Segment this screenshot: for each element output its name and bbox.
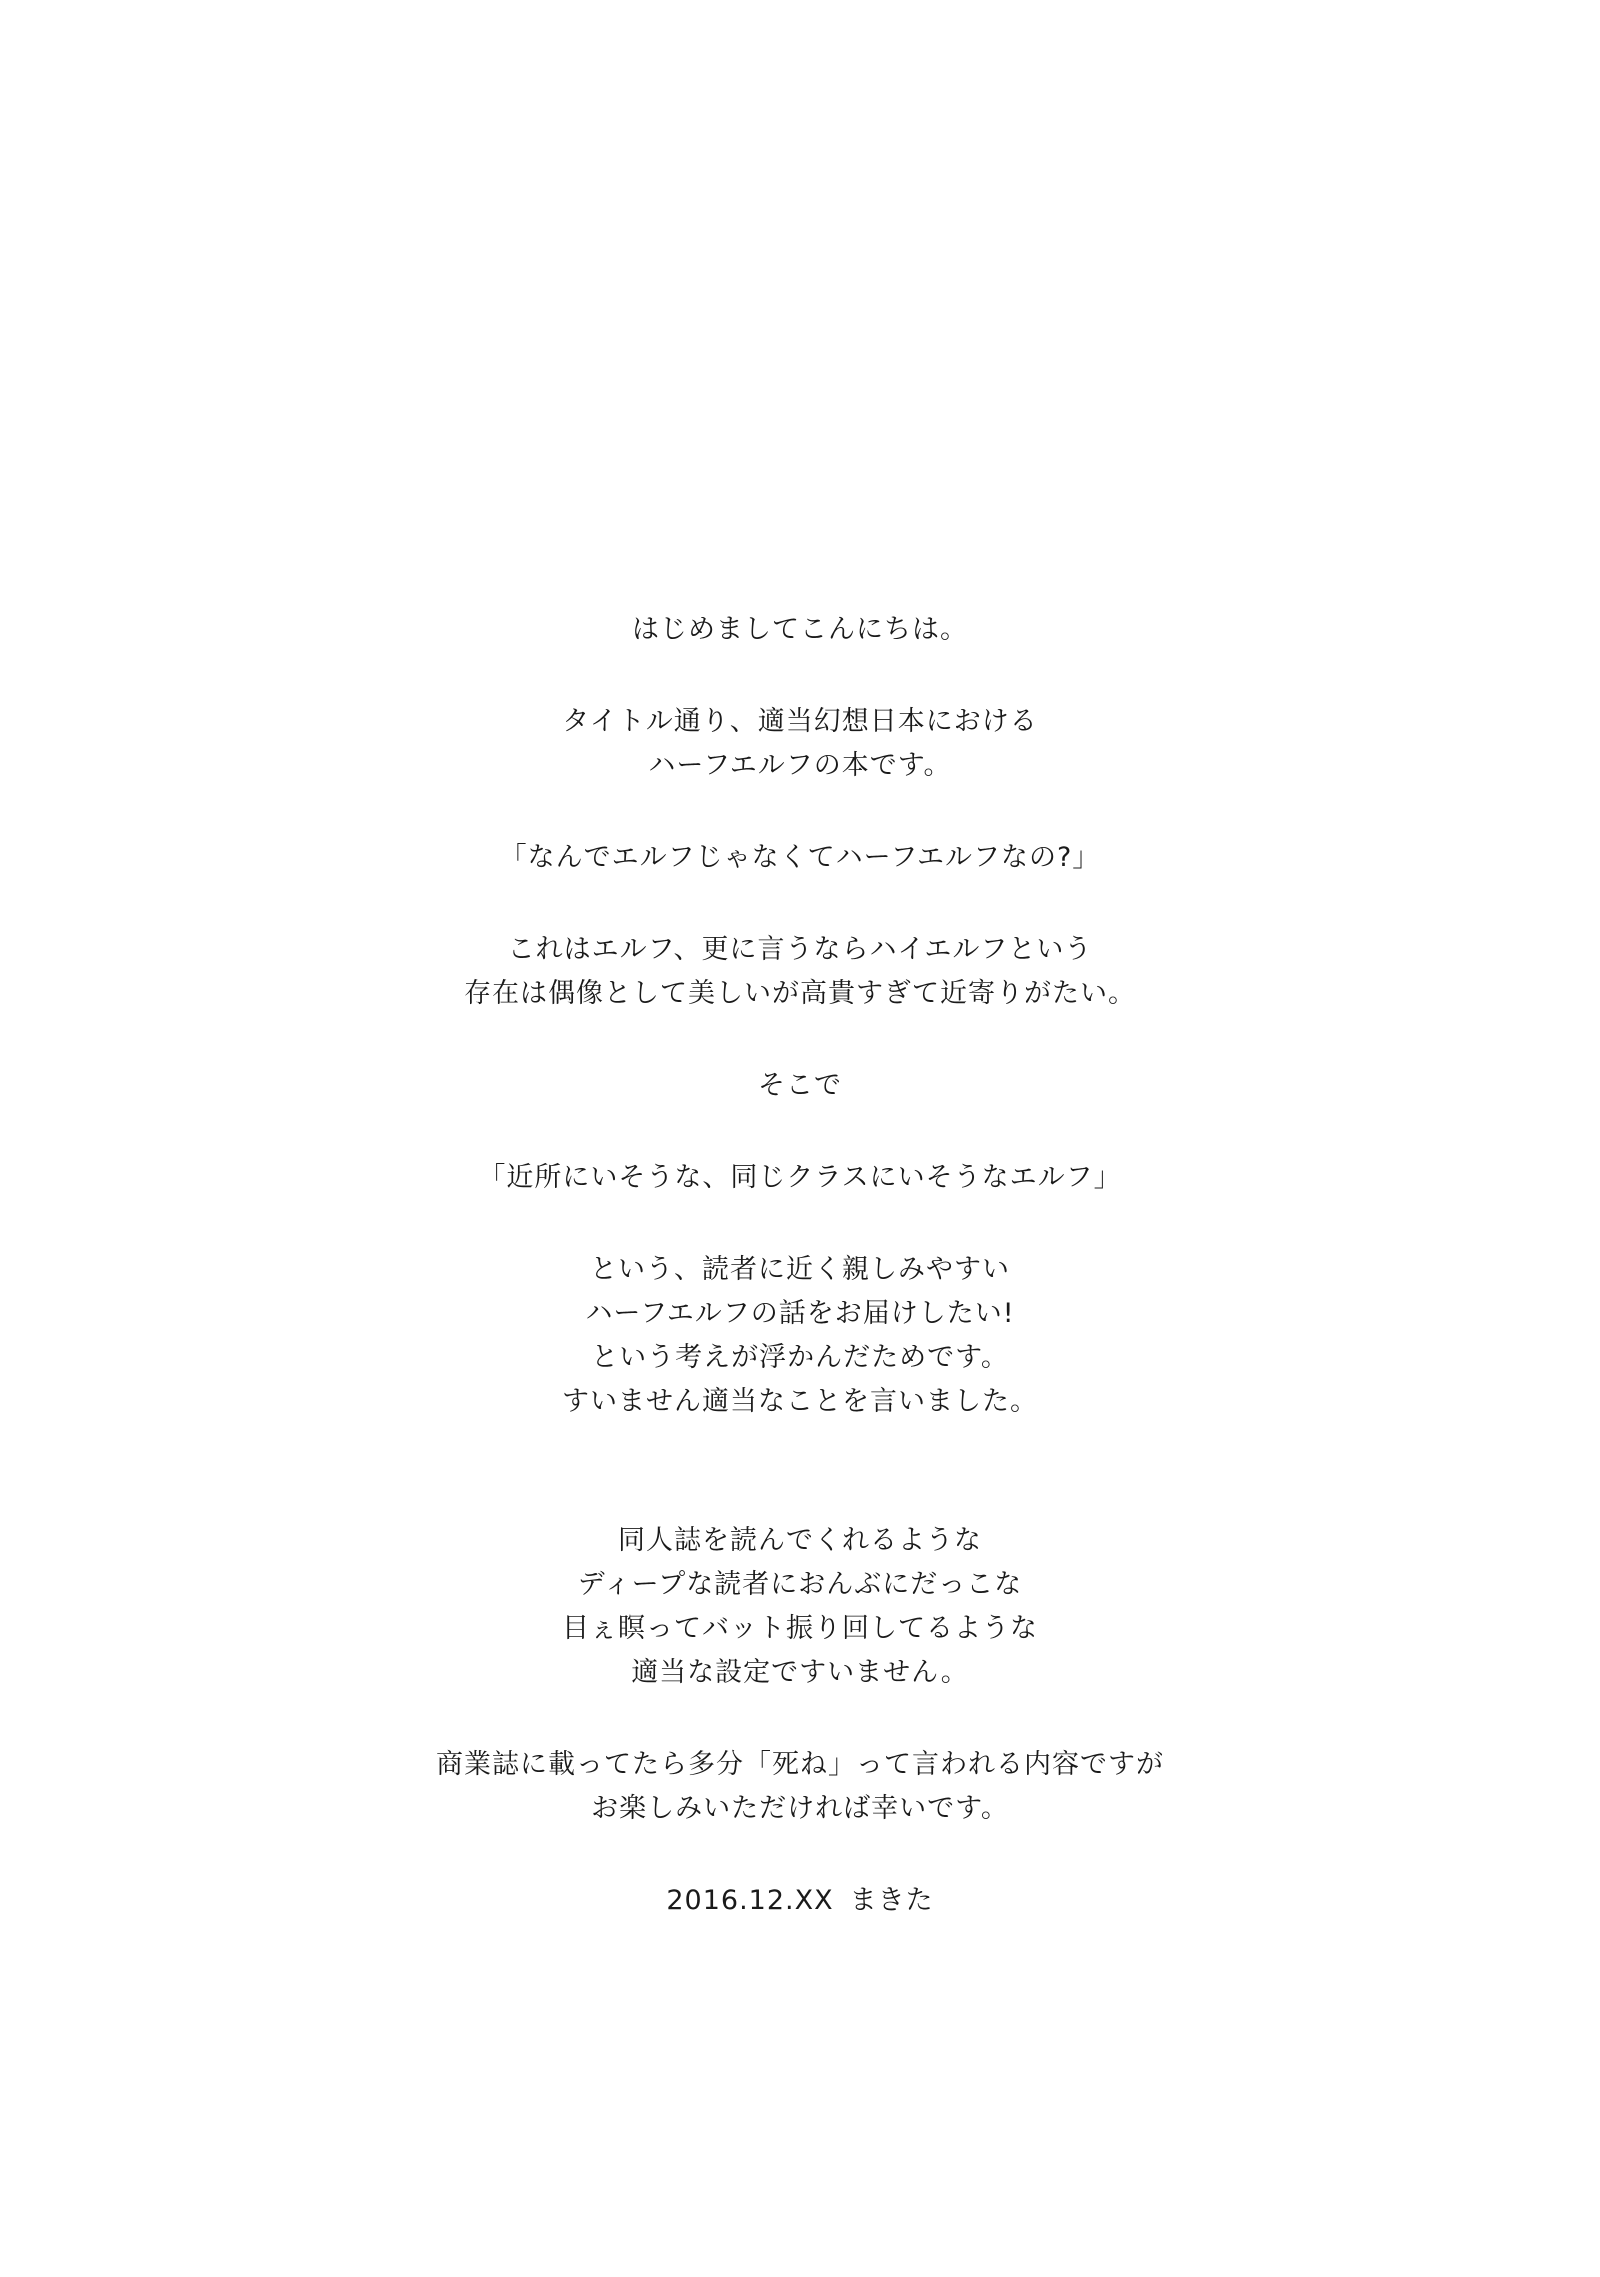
signature <box>0 1879 1600 1923</box>
afterword-text <box>0 608 1600 1923</box>
text-line: そこで <box>758 1070 842 1101</box>
paragraph-apology <box>0 1519 1600 1695</box>
text-line: はじめましてこんにちは。 <box>632 614 968 645</box>
text-line: 存在は偶像として美しいが高貴すぎて近寄りがたい。 <box>464 978 1136 1009</box>
paragraph-closing <box>0 1743 1600 1831</box>
paragraph-high-elf <box>0 928 1600 1016</box>
text-line: タイトル通り、適当幻想日本における <box>562 706 1038 737</box>
text-line: これはエルフ、更に言うならハイエルフという <box>507 934 1093 965</box>
text-line: お楽しみいただければ幸いです。 <box>591 1793 1009 1824</box>
text-line: すいません適当なことを言いました。 <box>562 1386 1038 1417</box>
text-line: 目ぇ瞑ってバット振り回してるような <box>562 1613 1038 1644</box>
text-line: ハーフエルフの本です。 <box>648 750 952 781</box>
text-line: 「なんでエルフじゃなくてハーフエルフなの?」 <box>499 842 1101 873</box>
signature-author: まきた <box>849 1885 934 1916</box>
paragraph-neighbor-elf <box>0 1156 1600 1200</box>
paragraph-greeting <box>0 608 1600 652</box>
paragraph-title-intro <box>0 700 1600 788</box>
text-line: ディープな読者におんぶにだっこな <box>577 1569 1023 1600</box>
text-line: という、読者に近く親しみやすい <box>590 1254 1010 1285</box>
text-line: 同人誌を読んでくれるような <box>618 1525 982 1556</box>
text-line: 商業誌に載ってたら多分「死ね」って言われる内容ですが <box>436 1749 1164 1780</box>
paragraph-therefore <box>0 1064 1600 1108</box>
paragraph-question <box>0 836 1600 880</box>
text-line: という考えが浮かんだためです。 <box>591 1342 1009 1373</box>
text-line: 適当な設定ですいません。 <box>631 1657 969 1688</box>
paragraph-reason <box>0 1248 1600 1424</box>
text-line: ハーフエルフの話をお届けしたい! <box>585 1298 1015 1329</box>
signature-date: 2016.12.XX <box>666 1885 834 1916</box>
text-line: 「近所にいそうな、同じクラスにいそうなエルフ」 <box>478 1162 1122 1193</box>
